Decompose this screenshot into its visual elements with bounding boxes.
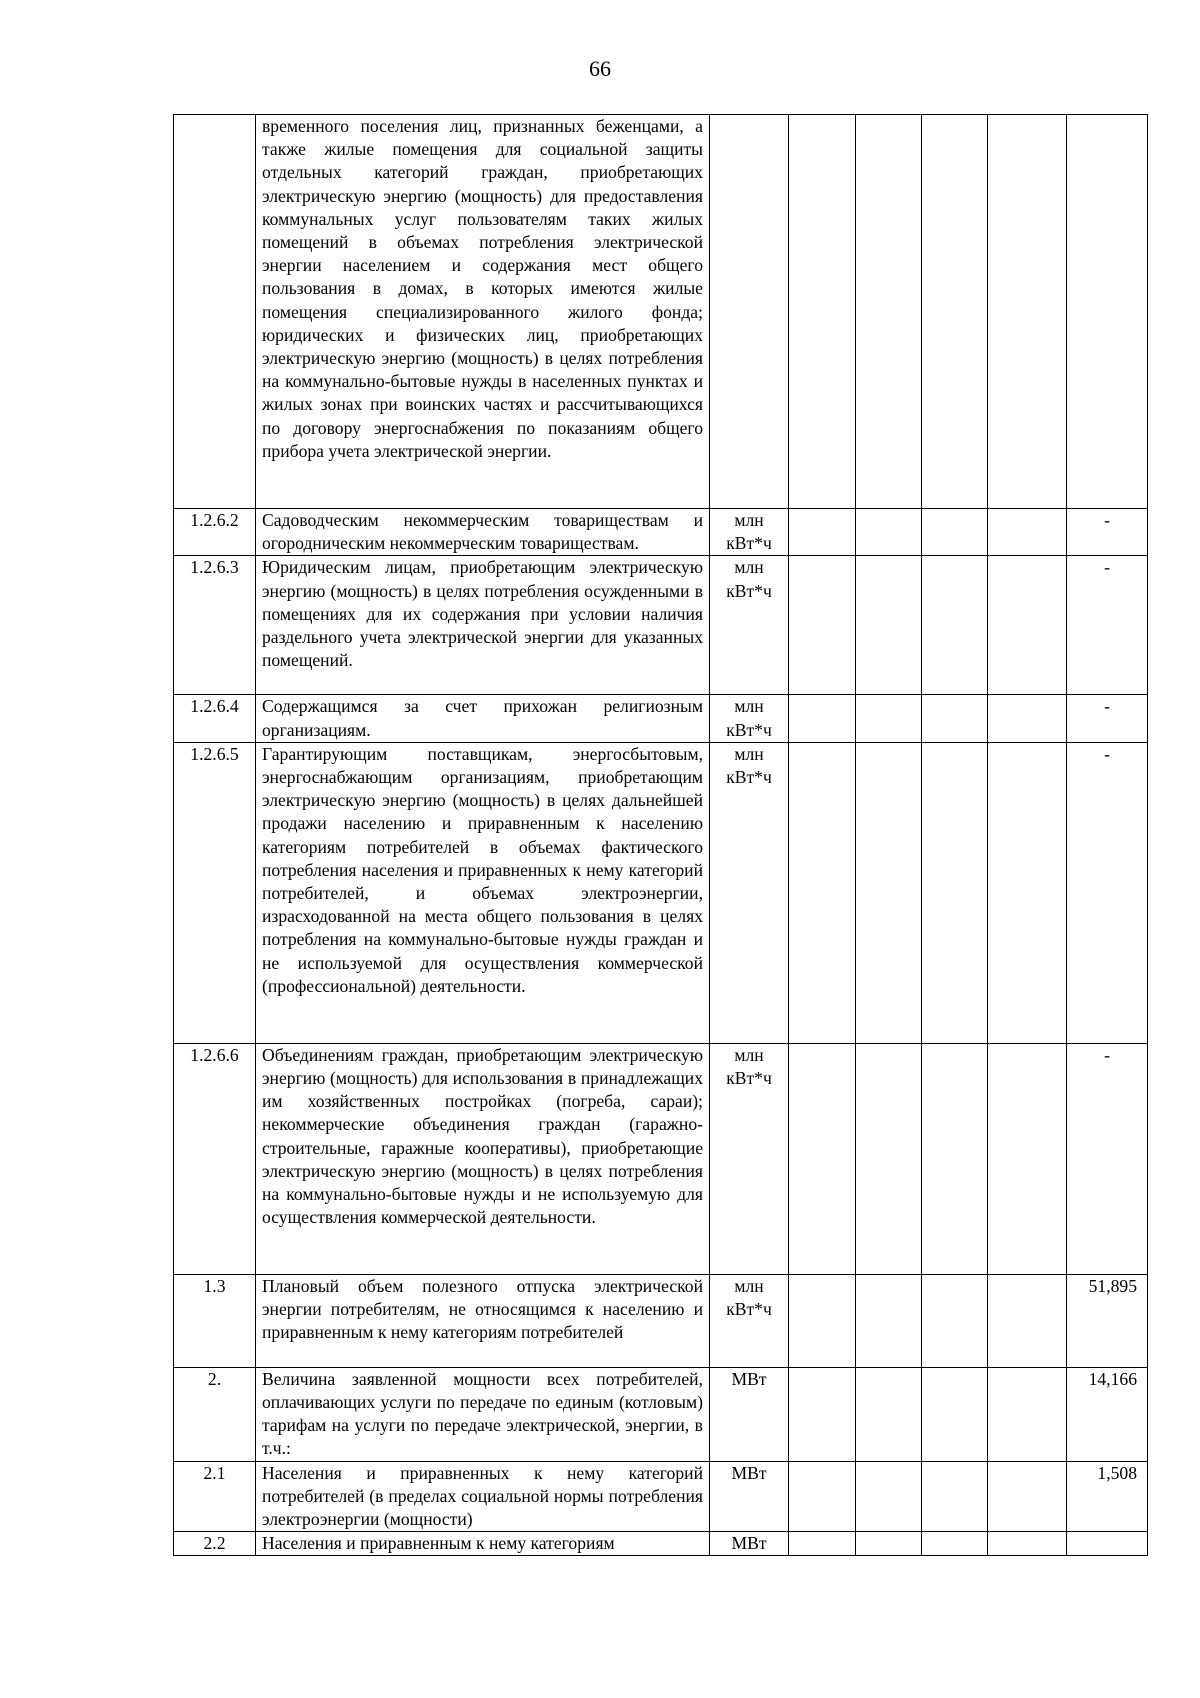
row-unit: млн кВт*ч [710, 1043, 789, 1274]
row-number: 2.2 [174, 1532, 256, 1556]
empty-cell [856, 1532, 922, 1556]
row-number: 1.2.6.6 [174, 1043, 256, 1274]
table-row [174, 115, 1148, 509]
empty-cell [856, 556, 922, 695]
empty-cell [988, 1367, 1067, 1461]
row-unit: млн кВт*ч [710, 556, 789, 695]
empty-cell [789, 1532, 856, 1556]
row-description: Гарантирующим поставщикам, энергосбытовым, энергоснабжающим организациям, приобретающим электрическую энергию (мощность) в целях дальнейшей продажи населению и приравненным к населению категориям потребителей в объемах фактического потребления населения и приравненных к нему категорий потребителей, и объемах электроэнергии, израсходованной на места общего пользования в целях потребления на коммунально-бытовые нужды граждан и не используемой для осуществления коммерческой (профессиональной) деятельности. [256, 742, 710, 1043]
empty-cell [922, 742, 988, 1043]
empty-cell [856, 1274, 922, 1367]
empty-cell [922, 509, 988, 556]
row-unit: млн кВт*ч [710, 1274, 789, 1367]
empty-cell [988, 695, 1067, 742]
empty-cell [789, 1043, 856, 1274]
empty-cell [789, 556, 856, 695]
table-row [174, 556, 1148, 695]
row-description: Содержащимся за счет прихожан религиозным организациям. [256, 695, 710, 742]
empty-cell [856, 509, 922, 556]
empty-cell [988, 556, 1067, 695]
empty-cell [922, 1043, 988, 1274]
empty-cell [988, 1532, 1067, 1556]
row-description: Объединениям граждан, приобретающим электрическую энергию (мощность) для использования в принадлежащих им хозяйственных постройках (погреба, сараи); некоммерческие объединения граждан (гаражно-строительные, гаражные кооперативы), приобретающие электрическую энергию (мощность) в целях потребления на коммунально-бытовые нужды и не используемую для осуществления коммерческой деятельности. [256, 1043, 710, 1274]
row-unit: млн кВт*ч [710, 695, 789, 742]
row-description: Населения и приравненным к нему категориям [256, 1532, 710, 1556]
empty-cell [856, 1461, 922, 1532]
row-number: 1.2.6.4 [174, 695, 256, 742]
empty-cell [988, 742, 1067, 1043]
table-row [174, 1532, 1148, 1556]
row-unit: МВт [710, 1461, 789, 1532]
table-row [174, 1367, 1148, 1461]
row-value [1067, 115, 1148, 509]
table-row [174, 1043, 1148, 1274]
empty-cell [789, 509, 856, 556]
empty-cell [988, 1043, 1067, 1274]
row-unit: млн кВт*ч [710, 742, 789, 1043]
row-unit: МВт [710, 1367, 789, 1461]
row-unit [710, 115, 789, 509]
empty-cell [922, 556, 988, 695]
empty-cell [988, 115, 1067, 509]
empty-cell [988, 1461, 1067, 1532]
empty-cell [789, 115, 856, 509]
table-row [174, 1274, 1148, 1367]
empty-cell [988, 509, 1067, 556]
row-description: Величина заявленной мощности всех потребителей, оплачивающих услуги по передаче по единым (котловым) тарифам на услуги по передаче электрической, энергии, в т.ч.: [256, 1367, 710, 1461]
row-value: - [1067, 695, 1148, 742]
row-value: - [1067, 1043, 1148, 1274]
row-value: - [1067, 509, 1148, 556]
row-number: 1.2.6.3 [174, 556, 256, 695]
empty-cell [789, 1274, 856, 1367]
empty-cell [856, 1367, 922, 1461]
empty-cell [922, 1461, 988, 1532]
row-description: Садоводческим некоммерческим товариществам и огородническим некоммерческим товариществам. [256, 509, 710, 556]
row-description: Населения и приравненных к нему категорий потребителей (в пределах социальной нормы потребления электроэнергии (мощности) [256, 1461, 710, 1532]
empty-cell [789, 742, 856, 1043]
row-number: 1.2.6.5 [174, 742, 256, 1043]
table-row [174, 695, 1148, 742]
row-value: - [1067, 742, 1148, 1043]
row-number: 2. [174, 1367, 256, 1461]
row-number [174, 115, 256, 509]
row-description: временного поселения лиц, признанных беженцами, а также жилые помещения для социальной защиты отдельных категорий граждан, приобретающих электрическую энергию (мощность) для предоставления коммунальных услуг пользователям таких жилых помещений в объемах потребления электрической энергии населением и содержания мест общего пользования в домах, в которых имеются жилые помещения специализированного жилого фонда; юридических и физических лиц, приобретающих электрическую энергию (мощность) в целях потребления на коммунально-бытовые нужды в населенных пунктах и жилых зонах при воинских частях и рассчитывающихся по договору энергоснабжения по показаниям общего прибора учета электрической энергии. [256, 115, 710, 509]
row-number: 1.2.6.2 [174, 509, 256, 556]
empty-cell [922, 1532, 988, 1556]
empty-cell [922, 115, 988, 509]
table-row [174, 509, 1148, 556]
page-number: 66 [589, 56, 611, 81]
table-row [174, 1461, 1148, 1532]
row-description: Плановый объем полезного отпуска электрической энергии потребителям, не относящимся к населению и приравненным к нему категориям потребителей [256, 1274, 710, 1367]
empty-cell [789, 1461, 856, 1532]
row-value: 1,508 [1067, 1461, 1148, 1532]
empty-cell [922, 1274, 988, 1367]
row-value: 14,166 [1067, 1367, 1148, 1461]
empty-cell [789, 1367, 856, 1461]
row-value [1067, 1532, 1148, 1556]
row-number: 2.1 [174, 1461, 256, 1532]
row-description: Юридическим лицам, приобретающим электрическую энергию (мощность) в целях потребления осужденными в помещениях для их содержания при условии наличия раздельного учета электрической энергии для указанных помещений. [256, 556, 710, 695]
tariff-table [173, 114, 1148, 1556]
empty-cell [856, 115, 922, 509]
empty-cell [988, 1274, 1067, 1367]
row-value: 51,895 [1067, 1274, 1148, 1367]
empty-cell [922, 695, 988, 742]
row-value: - [1067, 556, 1148, 695]
empty-cell [856, 742, 922, 1043]
empty-cell [856, 1043, 922, 1274]
empty-cell [789, 695, 856, 742]
empty-cell [856, 695, 922, 742]
row-unit: млн кВт*ч [710, 509, 789, 556]
table-row [174, 742, 1148, 1043]
row-number: 1.3 [174, 1274, 256, 1367]
empty-cell [922, 1367, 988, 1461]
row-unit: МВт [710, 1532, 789, 1556]
